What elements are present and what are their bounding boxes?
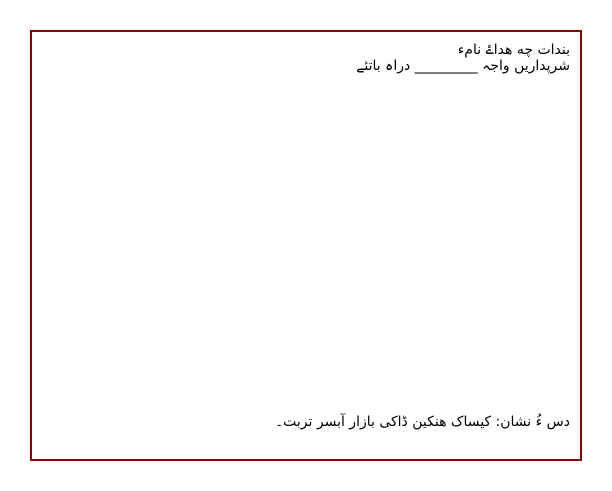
subtitle: شرپداریں واجہ _________ دراہ باتئے (356, 58, 570, 74)
title: بندات چه هداۓ نامء (457, 42, 570, 58)
invitation-card (30, 30, 582, 461)
footer: دس ءُ نشان: کیساک ھنکین ڈاکی بازار آبسر تربت۔ (274, 414, 570, 430)
